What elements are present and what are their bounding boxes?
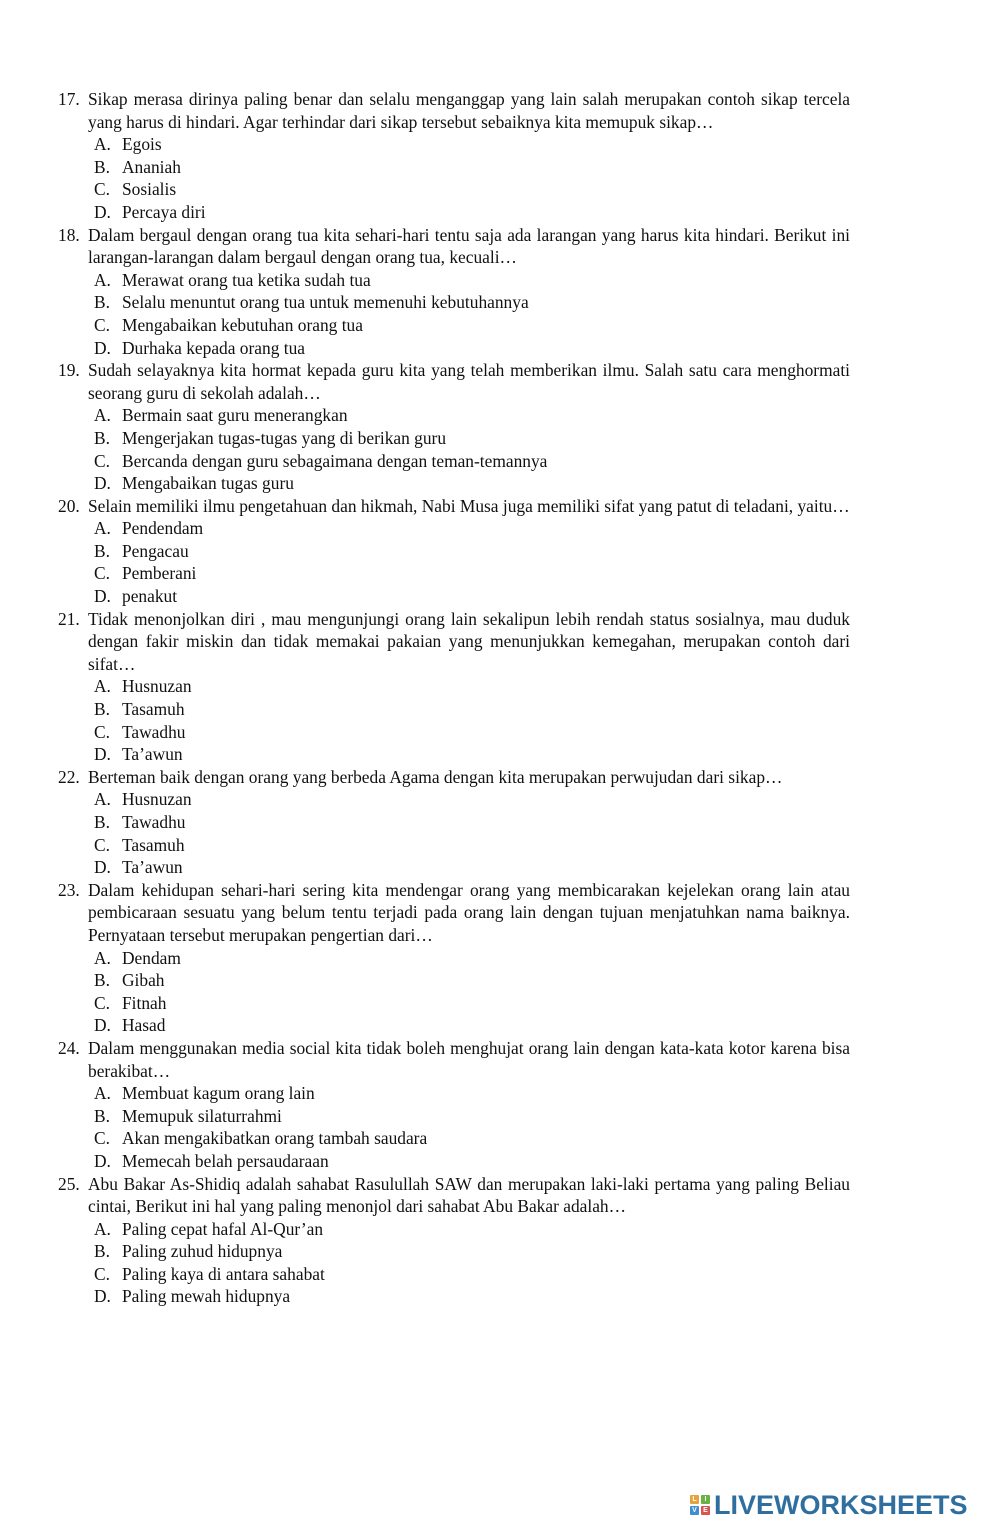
question-number: 19. bbox=[58, 360, 80, 381]
answer-option bbox=[0, 404, 1000, 427]
option-text: Mengabaikan tugas guru bbox=[122, 473, 294, 494]
question-text: Tidak menonjolkan diri , mau mengunjungi orang lain sekalipun lebih rendah status sosialnya, mau duduk dengan fakir miskin dan tidak memakai pakaian yang menunjukkan kemegahan, merupakan contoh dari sifat… bbox=[88, 608, 850, 674]
option-letter: D. bbox=[94, 201, 111, 222]
option-text: Paling cepat hafal Al-Qur’an bbox=[122, 1218, 324, 1239]
answer-option bbox=[0, 472, 1000, 495]
option-list bbox=[0, 947, 1000, 1037]
option-letter: D. bbox=[94, 473, 111, 494]
answer-option bbox=[0, 947, 1000, 970]
option-letter: B. bbox=[94, 699, 110, 720]
option-letter: C. bbox=[94, 721, 110, 742]
option-letter: B. bbox=[94, 1105, 110, 1126]
option-letter: D. bbox=[94, 1286, 111, 1307]
option-text: Ta’awun bbox=[122, 857, 183, 878]
answer-option bbox=[0, 1285, 1000, 1308]
option-letter: B. bbox=[94, 292, 110, 313]
question-text: Selain memiliki ilmu pengetahuan dan hikmah, Nabi Musa juga memiliki sifat yang patut di teladani, yaitu… bbox=[88, 495, 850, 516]
option-text: Gibah bbox=[122, 970, 165, 991]
question-number: 20. bbox=[58, 495, 80, 516]
option-letter: D. bbox=[94, 586, 111, 607]
option-text: Ta’awun bbox=[122, 744, 183, 765]
option-text: Durhaka kepada orang tua bbox=[122, 337, 306, 358]
option-list bbox=[0, 517, 1000, 607]
question-text: Sikap merasa dirinya paling benar dan selalu menganggap yang lain salah merupakan contoh sikap tercela yang harus di hindari. Agar terhindar dari sikap tersebut sebaiknya kita memupuk sikap… bbox=[88, 89, 850, 132]
option-letter: D. bbox=[94, 337, 111, 358]
option-letter: A. bbox=[94, 405, 111, 426]
option-list bbox=[0, 404, 1000, 494]
answer-option bbox=[0, 1105, 1000, 1128]
option-letter: D. bbox=[94, 857, 111, 878]
option-letter: A. bbox=[94, 676, 111, 697]
answer-option bbox=[0, 992, 1000, 1015]
answer-option bbox=[0, 834, 1000, 857]
answer-option bbox=[0, 969, 1000, 992]
question bbox=[0, 88, 1000, 224]
option-letter: B. bbox=[94, 156, 110, 177]
option-text: Tasamuh bbox=[122, 699, 185, 720]
option-text: Fitnah bbox=[122, 992, 167, 1013]
option-text: Pengacau bbox=[122, 540, 189, 561]
option-list bbox=[0, 1082, 1000, 1172]
option-text: Dendam bbox=[122, 947, 181, 968]
option-text: Paling mewah hidupnya bbox=[122, 1286, 291, 1307]
option-text: Bermain saat guru menerangkan bbox=[122, 405, 348, 426]
watermark-text: LIVEWORKSHEETS bbox=[714, 1489, 968, 1520]
option-list bbox=[0, 133, 1000, 223]
answer-option bbox=[0, 1218, 1000, 1241]
answer-option bbox=[0, 675, 1000, 698]
option-letter: B. bbox=[94, 540, 110, 561]
option-list bbox=[0, 675, 1000, 765]
liveworksheets-watermark bbox=[690, 1490, 968, 1520]
question bbox=[0, 766, 1000, 879]
question bbox=[0, 1173, 1000, 1309]
option-text: Akan mengakibatkan orang tambah saudara bbox=[122, 1128, 428, 1149]
answer-option bbox=[0, 201, 1000, 224]
logo-tile-3: E bbox=[701, 1506, 710, 1515]
option-letter: A. bbox=[94, 947, 111, 968]
answer-option bbox=[0, 314, 1000, 337]
answer-option bbox=[0, 562, 1000, 585]
answer-option bbox=[0, 156, 1000, 179]
answer-option bbox=[0, 1150, 1000, 1173]
answer-option bbox=[0, 517, 1000, 540]
answer-option bbox=[0, 427, 1000, 450]
answer-option bbox=[0, 540, 1000, 563]
option-letter: C. bbox=[94, 834, 110, 855]
option-letter: C. bbox=[94, 314, 110, 335]
answer-option bbox=[0, 1127, 1000, 1150]
option-letter: B. bbox=[94, 427, 110, 448]
option-list bbox=[0, 269, 1000, 359]
option-text: Mengabaikan kebutuhan orang tua bbox=[122, 314, 363, 335]
option-text: Ananiah bbox=[122, 156, 181, 177]
option-text: Husnuzan bbox=[122, 676, 192, 697]
answer-option bbox=[0, 698, 1000, 721]
option-list bbox=[0, 1218, 1000, 1308]
option-letter: C. bbox=[94, 179, 110, 200]
question-list bbox=[0, 88, 1000, 1308]
option-letter: C. bbox=[94, 1263, 110, 1284]
option-text: Tawadhu bbox=[122, 721, 186, 742]
question-text: Abu Bakar As-Shidiq adalah sahabat Rasulullah SAW dan merupakan laki-laki pertama yang paling Beliau cintai, Berikut ini hal yang paling menonjol dari sahabat Abu Bakar adalah… bbox=[88, 1173, 850, 1217]
option-text: Husnuzan bbox=[122, 789, 192, 810]
question-text: Berteman baik dengan orang yang berbeda Agama dengan kita merupakan perwujudan dari sikap… bbox=[88, 766, 783, 787]
question-number: 21. bbox=[58, 608, 80, 629]
option-letter: D. bbox=[94, 1015, 111, 1036]
option-text: Hasad bbox=[122, 1015, 166, 1036]
question-number: 23. bbox=[58, 879, 80, 900]
answer-option bbox=[0, 178, 1000, 201]
option-text: Membuat kagum orang lain bbox=[122, 1083, 315, 1104]
question-text: Dalam bergaul dengan orang tua kita sehari-hari tentu saja ada larangan yang harus kita hindari. Berikut ini larangan-larangan dalam bergaul dengan orang tua, kecuali… bbox=[88, 224, 850, 268]
option-text: Paling zuhud hidupnya bbox=[122, 1241, 283, 1262]
option-letter: A. bbox=[94, 1083, 111, 1104]
option-text: Percaya diri bbox=[122, 201, 206, 222]
question bbox=[0, 495, 1000, 608]
question-number: 18. bbox=[58, 224, 80, 245]
answer-option bbox=[0, 133, 1000, 156]
answer-option bbox=[0, 585, 1000, 608]
option-letter: A. bbox=[94, 1218, 111, 1239]
answer-option bbox=[0, 788, 1000, 811]
option-text: Selalu menuntut orang tua untuk memenuhi kebutuhannya bbox=[122, 292, 529, 313]
question bbox=[0, 608, 1000, 766]
answer-option bbox=[0, 1014, 1000, 1037]
option-text: Sosialis bbox=[122, 179, 177, 200]
option-letter: C. bbox=[94, 1128, 110, 1149]
logo-tile-1: I bbox=[701, 1495, 710, 1504]
option-text: Egois bbox=[122, 134, 162, 155]
option-text: Memecah belah persaudaraan bbox=[122, 1150, 329, 1171]
option-letter: C. bbox=[94, 450, 110, 471]
option-letter: D. bbox=[94, 744, 111, 765]
option-letter: A. bbox=[94, 789, 111, 810]
option-letter: A. bbox=[94, 134, 111, 155]
option-text: Tasamuh bbox=[122, 834, 185, 855]
answer-option bbox=[0, 856, 1000, 879]
option-text: Pemberani bbox=[122, 563, 197, 584]
logo-tile-2: V bbox=[690, 1506, 699, 1515]
option-letter: D. bbox=[94, 1150, 111, 1171]
option-letter: A. bbox=[94, 269, 111, 290]
answer-option bbox=[0, 337, 1000, 360]
option-text: Mengerjakan tugas-tugas yang di berikan guru bbox=[122, 427, 447, 448]
liveworksheets-logo-icon bbox=[690, 1495, 710, 1515]
answer-option bbox=[0, 269, 1000, 292]
question-text: Sudah selayaknya kita hormat kepada guru kita yang telah memberikan ilmu. Salah satu cara menghormati seorang guru di sekolah adalah… bbox=[88, 360, 850, 403]
option-text: Memupuk silaturrahmi bbox=[122, 1105, 282, 1126]
question-number: 22. bbox=[58, 766, 80, 787]
option-letter: A. bbox=[94, 518, 111, 539]
option-text: Tawadhu bbox=[122, 812, 186, 832]
question bbox=[0, 359, 1000, 495]
question bbox=[0, 879, 1000, 1037]
answer-option bbox=[0, 743, 1000, 766]
option-letter: B. bbox=[94, 812, 110, 832]
question-text: Dalam menggunakan media social kita tidak boleh menghujat orang lain dengan kata-kata kotor karena bisa berakibat… bbox=[88, 1037, 850, 1081]
question-text: Dalam kehidupan sehari-hari sering kita mendengar orang yang membicarakan kejelekan orang lain atau pembicaraan sesuatu yang belum tentu terjadi pada orang lain dengan tujuan menjatuhkan nama baiknya. Pernyataan tersebut merupakan pengertian dari… bbox=[88, 879, 850, 945]
logo-tile-0: L bbox=[690, 1495, 699, 1504]
option-text: Bercanda dengan guru sebagaimana dengan teman-temannya bbox=[122, 450, 548, 471]
answer-option bbox=[0, 721, 1000, 744]
option-list bbox=[0, 788, 1000, 878]
option-letter: B. bbox=[94, 970, 110, 991]
question-number: 24. bbox=[58, 1037, 80, 1058]
answer-option bbox=[0, 811, 1000, 834]
option-text: Merawat orang tua ketika sudah tua bbox=[122, 269, 371, 290]
option-text: Pendendam bbox=[122, 518, 204, 539]
option-text: penakut bbox=[122, 586, 178, 607]
option-letter: C. bbox=[94, 563, 110, 584]
option-text: Paling kaya di antara sahabat bbox=[122, 1263, 325, 1284]
question-number: 17. bbox=[58, 89, 80, 109]
option-letter: B. bbox=[94, 1241, 110, 1262]
answer-option bbox=[0, 450, 1000, 473]
answer-option bbox=[0, 291, 1000, 314]
answer-option bbox=[0, 1082, 1000, 1105]
question bbox=[0, 1037, 1000, 1173]
question-number: 25. bbox=[58, 1173, 80, 1194]
question bbox=[0, 224, 1000, 360]
answer-option bbox=[0, 1263, 1000, 1286]
option-letter: C. bbox=[94, 992, 110, 1013]
answer-option bbox=[0, 1240, 1000, 1263]
